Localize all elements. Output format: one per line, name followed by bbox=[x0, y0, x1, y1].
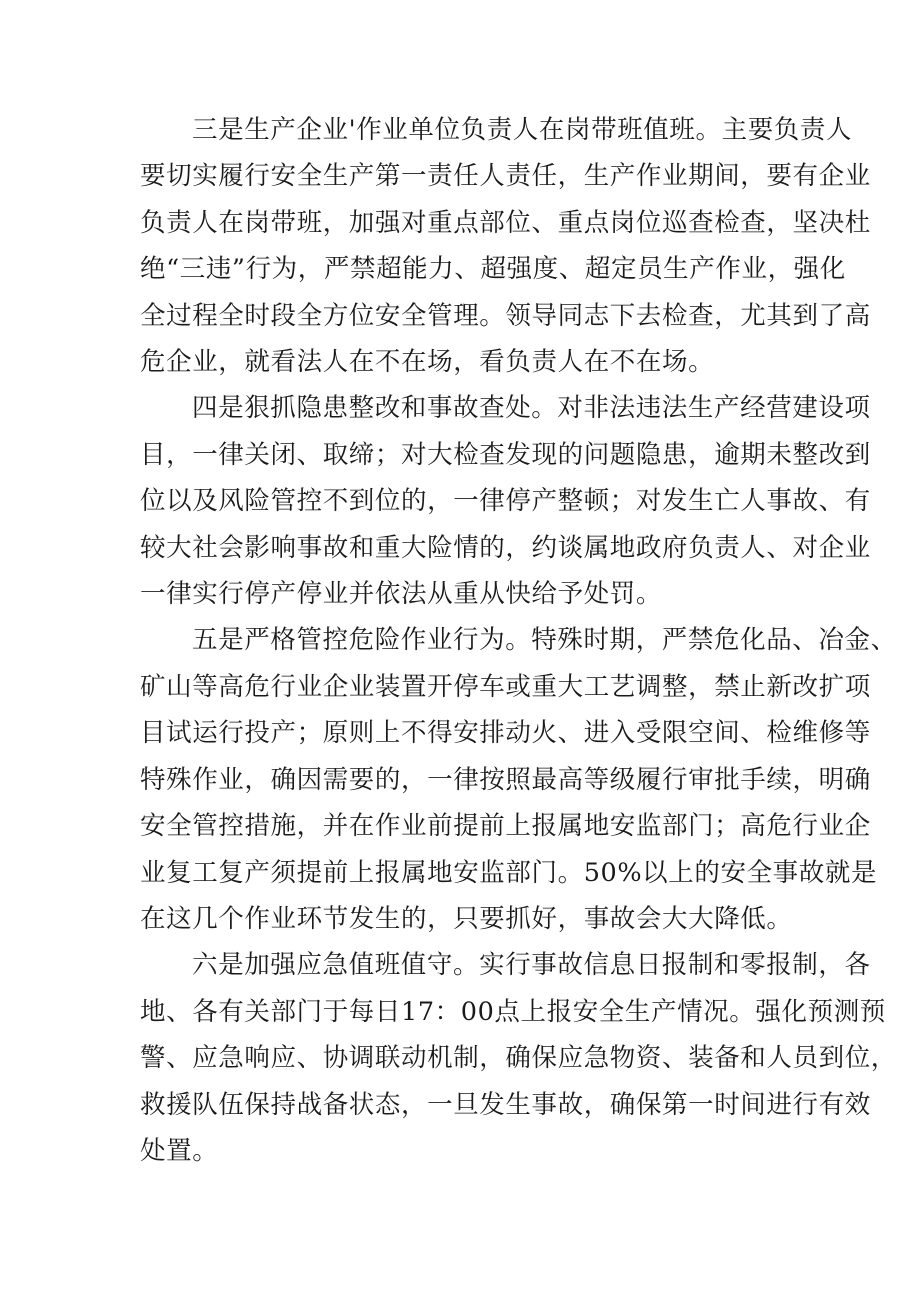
paragraph-line: 三是生产企业'作业单位负责人在岗带班值班。主要负责人 bbox=[192, 115, 853, 145]
paragraph-line: 位以及风险管控不到位的，一律停产整顿；对发生亡人事故、有 bbox=[140, 486, 871, 517]
paragraph-line: 全过程全时段全方位安全管理。领导同志下去检查，尤其到了高 bbox=[140, 300, 871, 331]
paragraph-line: 绝“三违”行为，严禁超能力、超强度、超定员生产作业，强化 bbox=[140, 254, 846, 285]
paragraph-3-on-duty bbox=[140, 107, 871, 385]
paragraph-line: 警、应急响应、协调联动机制，确保应急物资、装备和人员到位， bbox=[140, 1043, 897, 1074]
paragraph-line: 危企业，就看法人在不在场，看负责人在不在场。 bbox=[140, 347, 715, 378]
paragraph-line: 目试运行投产；原则上不得安排动火、进入受限空间、检维修等 bbox=[140, 718, 871, 749]
paragraph-line: 地、各有关部门于每日17：00点上报安全生产情况。强化预测预 bbox=[140, 996, 886, 1027]
paragraph-line: 四是狠抓隐患整改和事故查处。对非法违法生产经营建设项 bbox=[192, 393, 871, 424]
paragraph-line: 五是严格管控危险作业行为。特殊时期，严禁危化品、冶金、 bbox=[192, 625, 897, 656]
paragraph-line: 一律实行停产停业并依法从重从快给予处罚。 bbox=[140, 579, 663, 610]
paragraph-4-hazard-rectification bbox=[140, 385, 871, 617]
paragraph-line: 目，一律关闭、取缔；对大检查发现的问题隐患，逾期未整改到 bbox=[140, 439, 871, 470]
paragraph-line: 安全管控措施，并在作业前提前上报属地安监部门；高危行业企 bbox=[140, 811, 871, 842]
paragraph-line: 负责人在岗带班，加强对重点部位、重点岗位巡查检查，坚决杜 bbox=[140, 207, 871, 238]
paragraph-line: 在这几个作业环节发生的，只要抓好，事故会大大降低。 bbox=[140, 903, 793, 934]
paragraph-6-emergency-duty bbox=[140, 942, 897, 1174]
paragraph-line: 业复工复产须提前上报属地安监部门。50%以上的安全事故就是 bbox=[140, 857, 878, 888]
paragraph-line: 要切实履行安全生产第一责任人责任，生产作业期间，要有企业 bbox=[140, 161, 871, 192]
paragraph-5-dangerous-operations bbox=[140, 617, 897, 942]
document-body bbox=[140, 107, 897, 1174]
paragraph-line: 较大社会影响事故和重大险情的，约谈属地政府负责人、对企业 bbox=[140, 532, 871, 563]
paragraph-line: 处置。 bbox=[140, 1135, 219, 1166]
paragraph-line: 矿山等高危行业企业装置开停车或重大工艺调整，禁止新改扩项 bbox=[140, 671, 871, 702]
paragraph-line: 特殊作业，确因需要的，一律按照最高等级履行审批手续，明确 bbox=[140, 764, 871, 795]
paragraph-line: 救援队伍保持战备状态，一旦发生事故，确保第一时间进行有效 bbox=[140, 1089, 871, 1120]
paragraph-line: 六是加强应急值班值守。实行事故信息日报制和零报制，各 bbox=[192, 950, 871, 981]
